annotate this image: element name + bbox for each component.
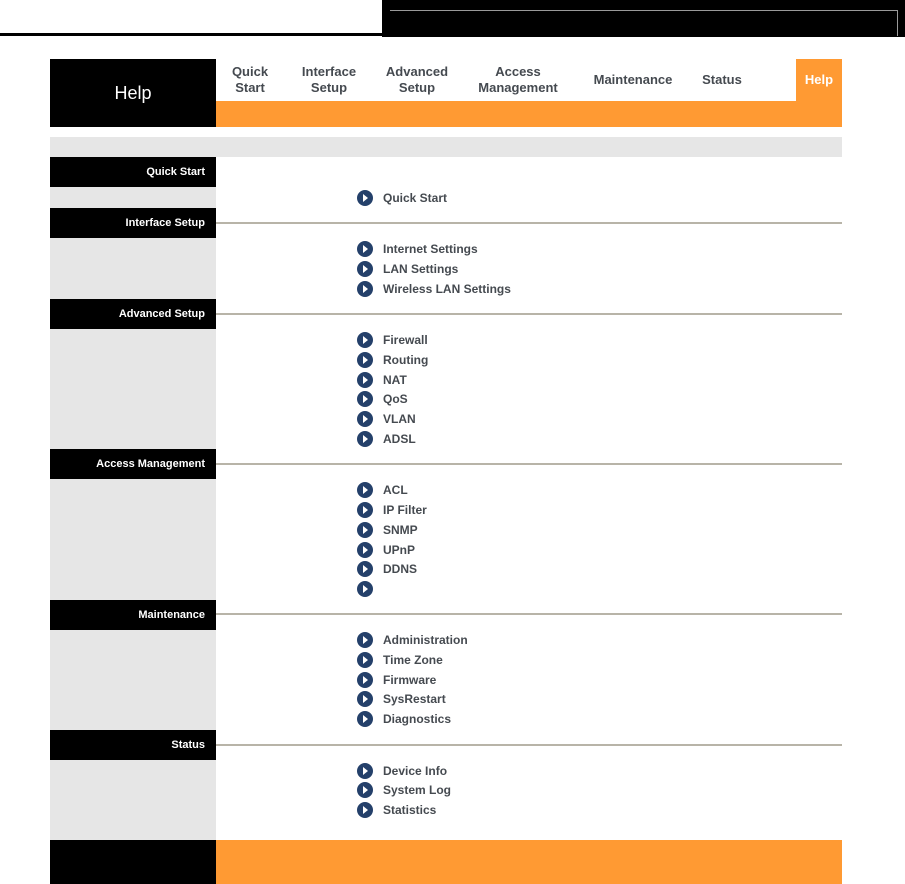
top-right-block [382, 0, 905, 37]
footer-accent-bar [216, 840, 842, 884]
link-qos[interactable]: QoS [357, 390, 408, 408]
link-upnp[interactable]: UPnP [357, 541, 415, 559]
circle-arrow-right-icon [357, 241, 373, 257]
circle-arrow-right-icon [357, 711, 373, 727]
link-ip-filter[interactable]: IP Filter [357, 501, 427, 519]
link-internet-settings[interactable]: Internet Settings [357, 240, 478, 258]
section-title-interface-setup: Interface Setup [50, 208, 216, 238]
link-unlabeled[interactable] [357, 580, 383, 598]
circle-arrow-right-icon [357, 542, 373, 558]
link-sysrestart[interactable]: SysRestart [357, 690, 446, 708]
section-sidebar [50, 187, 216, 208]
circle-arrow-right-icon [357, 502, 373, 518]
circle-arrow-right-icon [357, 652, 373, 668]
link-acl[interactable]: ACL [357, 481, 408, 499]
page-title: Help [50, 59, 216, 127]
link-diagnostics[interactable]: Diagnostics [357, 710, 451, 728]
tab-help[interactable]: Help [796, 59, 842, 101]
section-title-access-management: Access Management [50, 449, 216, 479]
circle-arrow-right-icon [357, 802, 373, 818]
footer-left-block [50, 840, 216, 884]
link-wireless-lan-settings[interactable]: Wireless LAN Settings [357, 280, 511, 298]
section-divider [216, 463, 842, 465]
link-nat[interactable]: NAT [357, 371, 407, 389]
circle-arrow-right-icon [357, 522, 373, 538]
circle-arrow-right-icon [357, 581, 373, 597]
top-left-rule [0, 33, 382, 36]
link-administration[interactable]: Administration [357, 631, 468, 649]
circle-arrow-right-icon [357, 332, 373, 348]
header-separator [50, 137, 842, 157]
section-sidebar [50, 479, 216, 600]
tab-access-management[interactable]: Access Management [478, 64, 558, 95]
link-quick-start[interactable]: Quick Start [357, 189, 447, 207]
link-adsl[interactable]: ADSL [357, 430, 416, 448]
tab-advanced-setup[interactable]: Advanced Setup [385, 64, 449, 95]
circle-arrow-right-icon [357, 482, 373, 498]
section-divider [216, 744, 842, 746]
section-sidebar [50, 760, 216, 840]
circle-arrow-right-icon [357, 763, 373, 779]
circle-arrow-right-icon [357, 391, 373, 407]
circle-arrow-right-icon [357, 281, 373, 297]
link-routing[interactable]: Routing [357, 351, 428, 369]
section-title-status: Status [50, 730, 216, 760]
link-vlan[interactable]: VLAN [357, 410, 416, 428]
section-title-advanced-setup: Advanced Setup [50, 299, 216, 329]
section-title-quick-start: Quick Start [50, 157, 216, 187]
section-title-maintenance: Maintenance [50, 600, 216, 630]
section-divider [216, 313, 842, 315]
circle-arrow-right-icon [357, 672, 373, 688]
tab-maintenance[interactable]: Maintenance [593, 72, 673, 87]
section-divider [216, 222, 842, 224]
circle-arrow-right-icon [357, 261, 373, 277]
section-sidebar [50, 329, 216, 449]
circle-arrow-right-icon [357, 431, 373, 447]
circle-arrow-right-icon [357, 632, 373, 648]
circle-arrow-right-icon [357, 691, 373, 707]
link-ddns[interactable]: DDNS [357, 560, 417, 578]
circle-arrow-right-icon [357, 411, 373, 427]
link-statistics[interactable]: Statistics [357, 801, 436, 819]
section-sidebar [50, 238, 216, 299]
link-time-zone[interactable]: Time Zone [357, 651, 443, 669]
link-device-info[interactable]: Device Info [357, 762, 447, 780]
circle-arrow-right-icon [357, 372, 373, 388]
circle-arrow-right-icon [357, 782, 373, 798]
link-firewall[interactable]: Firewall [357, 331, 428, 349]
main-nav [216, 59, 842, 101]
section-divider [216, 613, 842, 615]
link-system-log[interactable]: System Log [357, 781, 451, 799]
top-strip [0, 0, 905, 38]
link-firmware[interactable]: Firmware [357, 671, 436, 689]
tab-quick-start[interactable]: Quick Start [231, 64, 269, 95]
section-sidebar [50, 630, 216, 730]
header-accent-bar [216, 101, 842, 127]
circle-arrow-right-icon [357, 352, 373, 368]
tab-interface-setup[interactable]: Interface Setup [301, 64, 357, 95]
link-snmp[interactable]: SNMP [357, 521, 418, 539]
circle-arrow-right-icon [357, 190, 373, 206]
link-lan-settings[interactable]: LAN Settings [357, 260, 458, 278]
circle-arrow-right-icon [357, 561, 373, 577]
tab-status[interactable]: Status [702, 72, 742, 87]
